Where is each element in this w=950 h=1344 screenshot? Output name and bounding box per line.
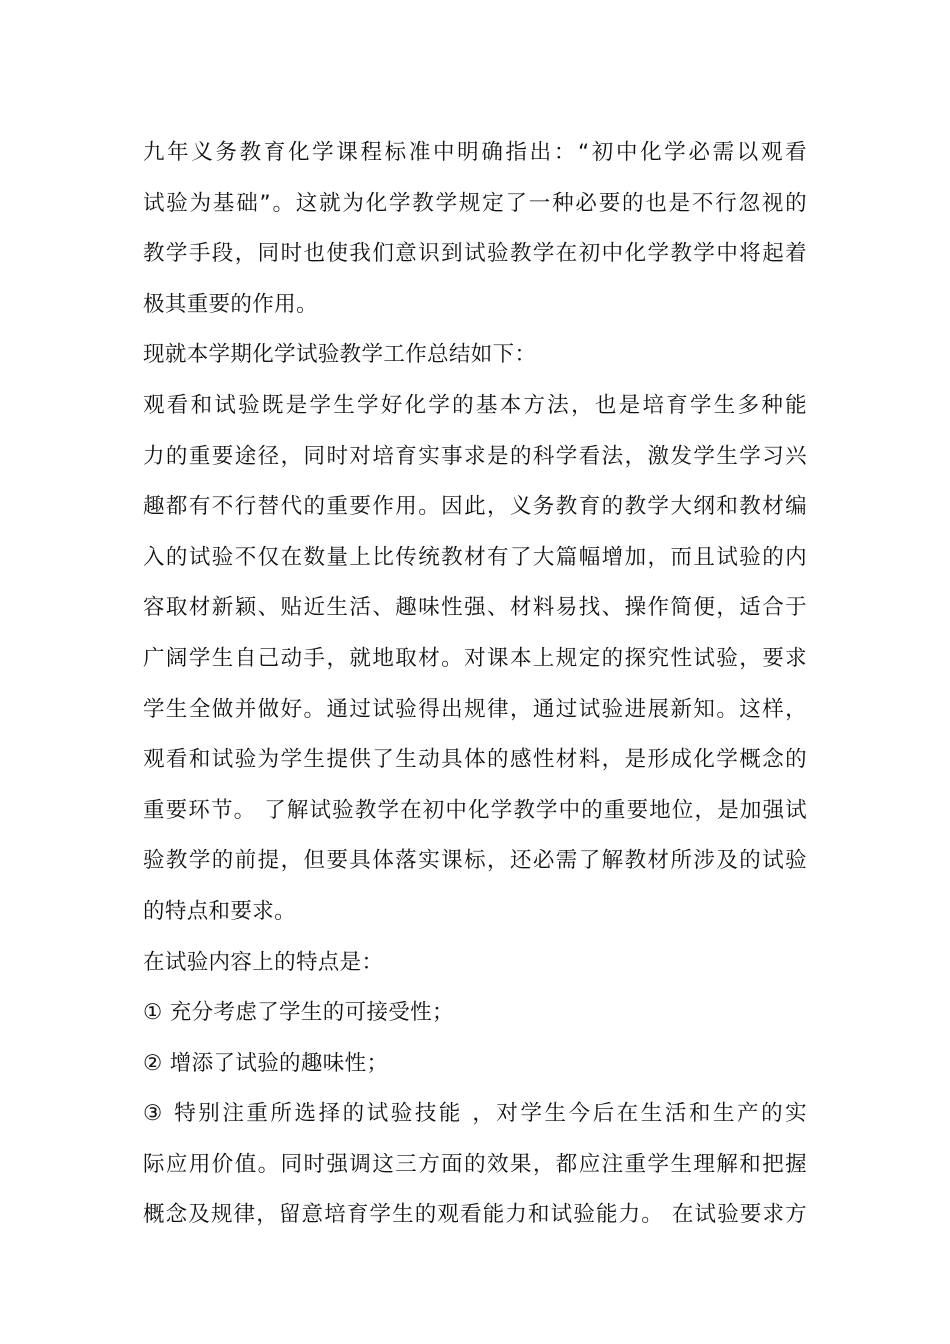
text-line: 入的试验不仅在数量上比传统教材有了大篇幅增加，而且试验的内: [143, 544, 807, 570]
text-line: 的特点和要求。: [143, 898, 296, 924]
text-line: 概念及规律，留意培育学生的观看能力和试验能力。 在试验要求方: [143, 1202, 807, 1228]
text-line: 容取材新颖、贴近生活、趣味性强、材料易找、操作简便，适合于: [143, 595, 807, 621]
text-line: 现就本学期化学试验教学工作总结如下：: [143, 342, 537, 368]
text-line: 学生全做并做好。通过试验得出规律，通过试验进展新知。这样，: [143, 696, 807, 722]
text-line: 际应用价值。同时强调这三方面的效果，都应注重学生理解和把握: [143, 1151, 807, 1177]
text-line: 广阔学生自己动手，就地取材。对课本上规定的探究性试验，要求: [143, 645, 807, 671]
body-text: [143, 128, 807, 1241]
text-line: 趣都有不行替代的重要作用。因此，义务教育的教学大纲和教材编: [143, 494, 807, 520]
text-line: 重要环节。 了解试验教学在初中化学教学中的重要地位，是加强试: [143, 797, 807, 823]
text-line: ③ 特别注重所选择的试验技能 ，对学生今后在生活和生产的实: [143, 1101, 807, 1127]
text-line: ② 增添了试验的趣味性；: [143, 1050, 389, 1076]
text-line: 教学手段，同时也使我们意识到试验教学在初中化学教学中将起着: [143, 241, 807, 267]
text-line: ① 充分考虑了学生的可接受性；: [143, 1000, 454, 1026]
text-line: 极其重要的作用。: [143, 291, 318, 317]
text-line: 观看和试验为学生提供了生动具体的感性材料，是形成化学概念的: [143, 747, 807, 773]
text-line: 试验为基础”。这就为化学教学规定了一种必要的也是不行忽视的: [143, 190, 807, 216]
text-line: 力的重要途径，同时对培育实事求是的科学看法，激发学生学习兴: [143, 443, 807, 469]
text-line: 验教学的前提，但要具体落实课标，还必需了解教材所涉及的试验: [143, 848, 807, 874]
text-line: 九年义务教育化学课程标准中明确指出：“初中化学必需以观看: [143, 140, 807, 165]
text-line: 观看和试验既是学生学好化学的基本方法，也是培育学生多种能: [143, 392, 807, 418]
text-line: 在试验内容上的特点是：: [143, 949, 384, 975]
